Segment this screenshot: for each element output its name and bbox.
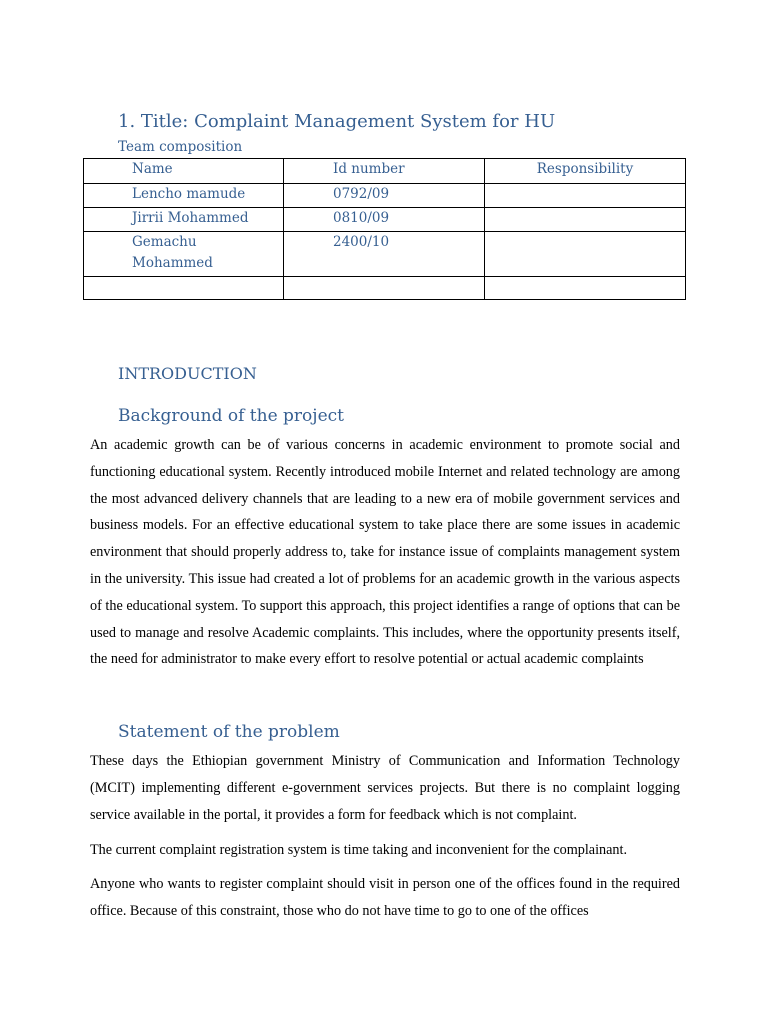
header-responsibility: Responsibility (485, 159, 686, 184)
table-row (84, 184, 686, 208)
table-header-row (84, 159, 686, 184)
member-name: Jirrii Mohammed (84, 208, 284, 232)
table-row (84, 208, 686, 232)
background-paragraph: An academic growth can be of various concerns in academic environment to promote social and functioning educational system. Recently introduced mobile Internet and related technology are among the most advanced delivery channels that are leading to a new era of mobile government services and business models. For an effective educational system to take place there are some issues in academic environment that should properly address to, take for instance issue of complaints management system in the university. This issue had created a lot of problems for an academic growth in the various aspects of the educational system. To support this approach, this project identifies a range of options that can be used to manage and resolve Academic complaints. This includes, where the opportunity presents itself, the need for administrator to make every effort to resolve potential or actual academic complaints (90, 437, 680, 668)
header-name: Name (84, 159, 284, 184)
member-responsibility (485, 277, 686, 300)
member-id: 0810/09 (284, 208, 485, 232)
member-name (84, 277, 284, 300)
member-responsibility (485, 232, 686, 277)
member-id: 2400/10 (284, 232, 485, 277)
member-id: 0792/09 (284, 184, 485, 208)
statement-paragraph-1: These days the Ethiopian government Ministry of Communication and Information Technology (MCIT) implementing different e-government services projects. But there is no complaint logging service available in the portal, it provides a form for feedback which is not complaint. (90, 753, 680, 823)
member-id (284, 277, 485, 300)
background-heading: Background of the project (118, 406, 344, 426)
statement-heading: Statement of the problem (118, 722, 340, 742)
member-responsibility (485, 208, 686, 232)
team-table (83, 158, 686, 300)
table-row (84, 232, 686, 277)
member-name: Lencho mamude (84, 184, 284, 208)
document-title: 1. Title: Complaint Management System for HU (118, 111, 556, 132)
member-name: Gemachu Mohammed (84, 232, 284, 277)
table-row (84, 277, 686, 300)
team-composition-heading: Team composition (118, 139, 243, 155)
header-id-number: Id number (284, 159, 485, 184)
introduction-heading: INTRODUCTION (118, 364, 257, 383)
statement-paragraph-2: The current complaint registration system is time taking and inconvenient for the complainant. (90, 842, 628, 858)
statement-paragraph-3: Anyone who wants to register complaint should visit in person one of the offices found in the required office. Because of this constraint, those who do not have time to go to one of the offices (90, 876, 680, 919)
member-responsibility (485, 184, 686, 208)
